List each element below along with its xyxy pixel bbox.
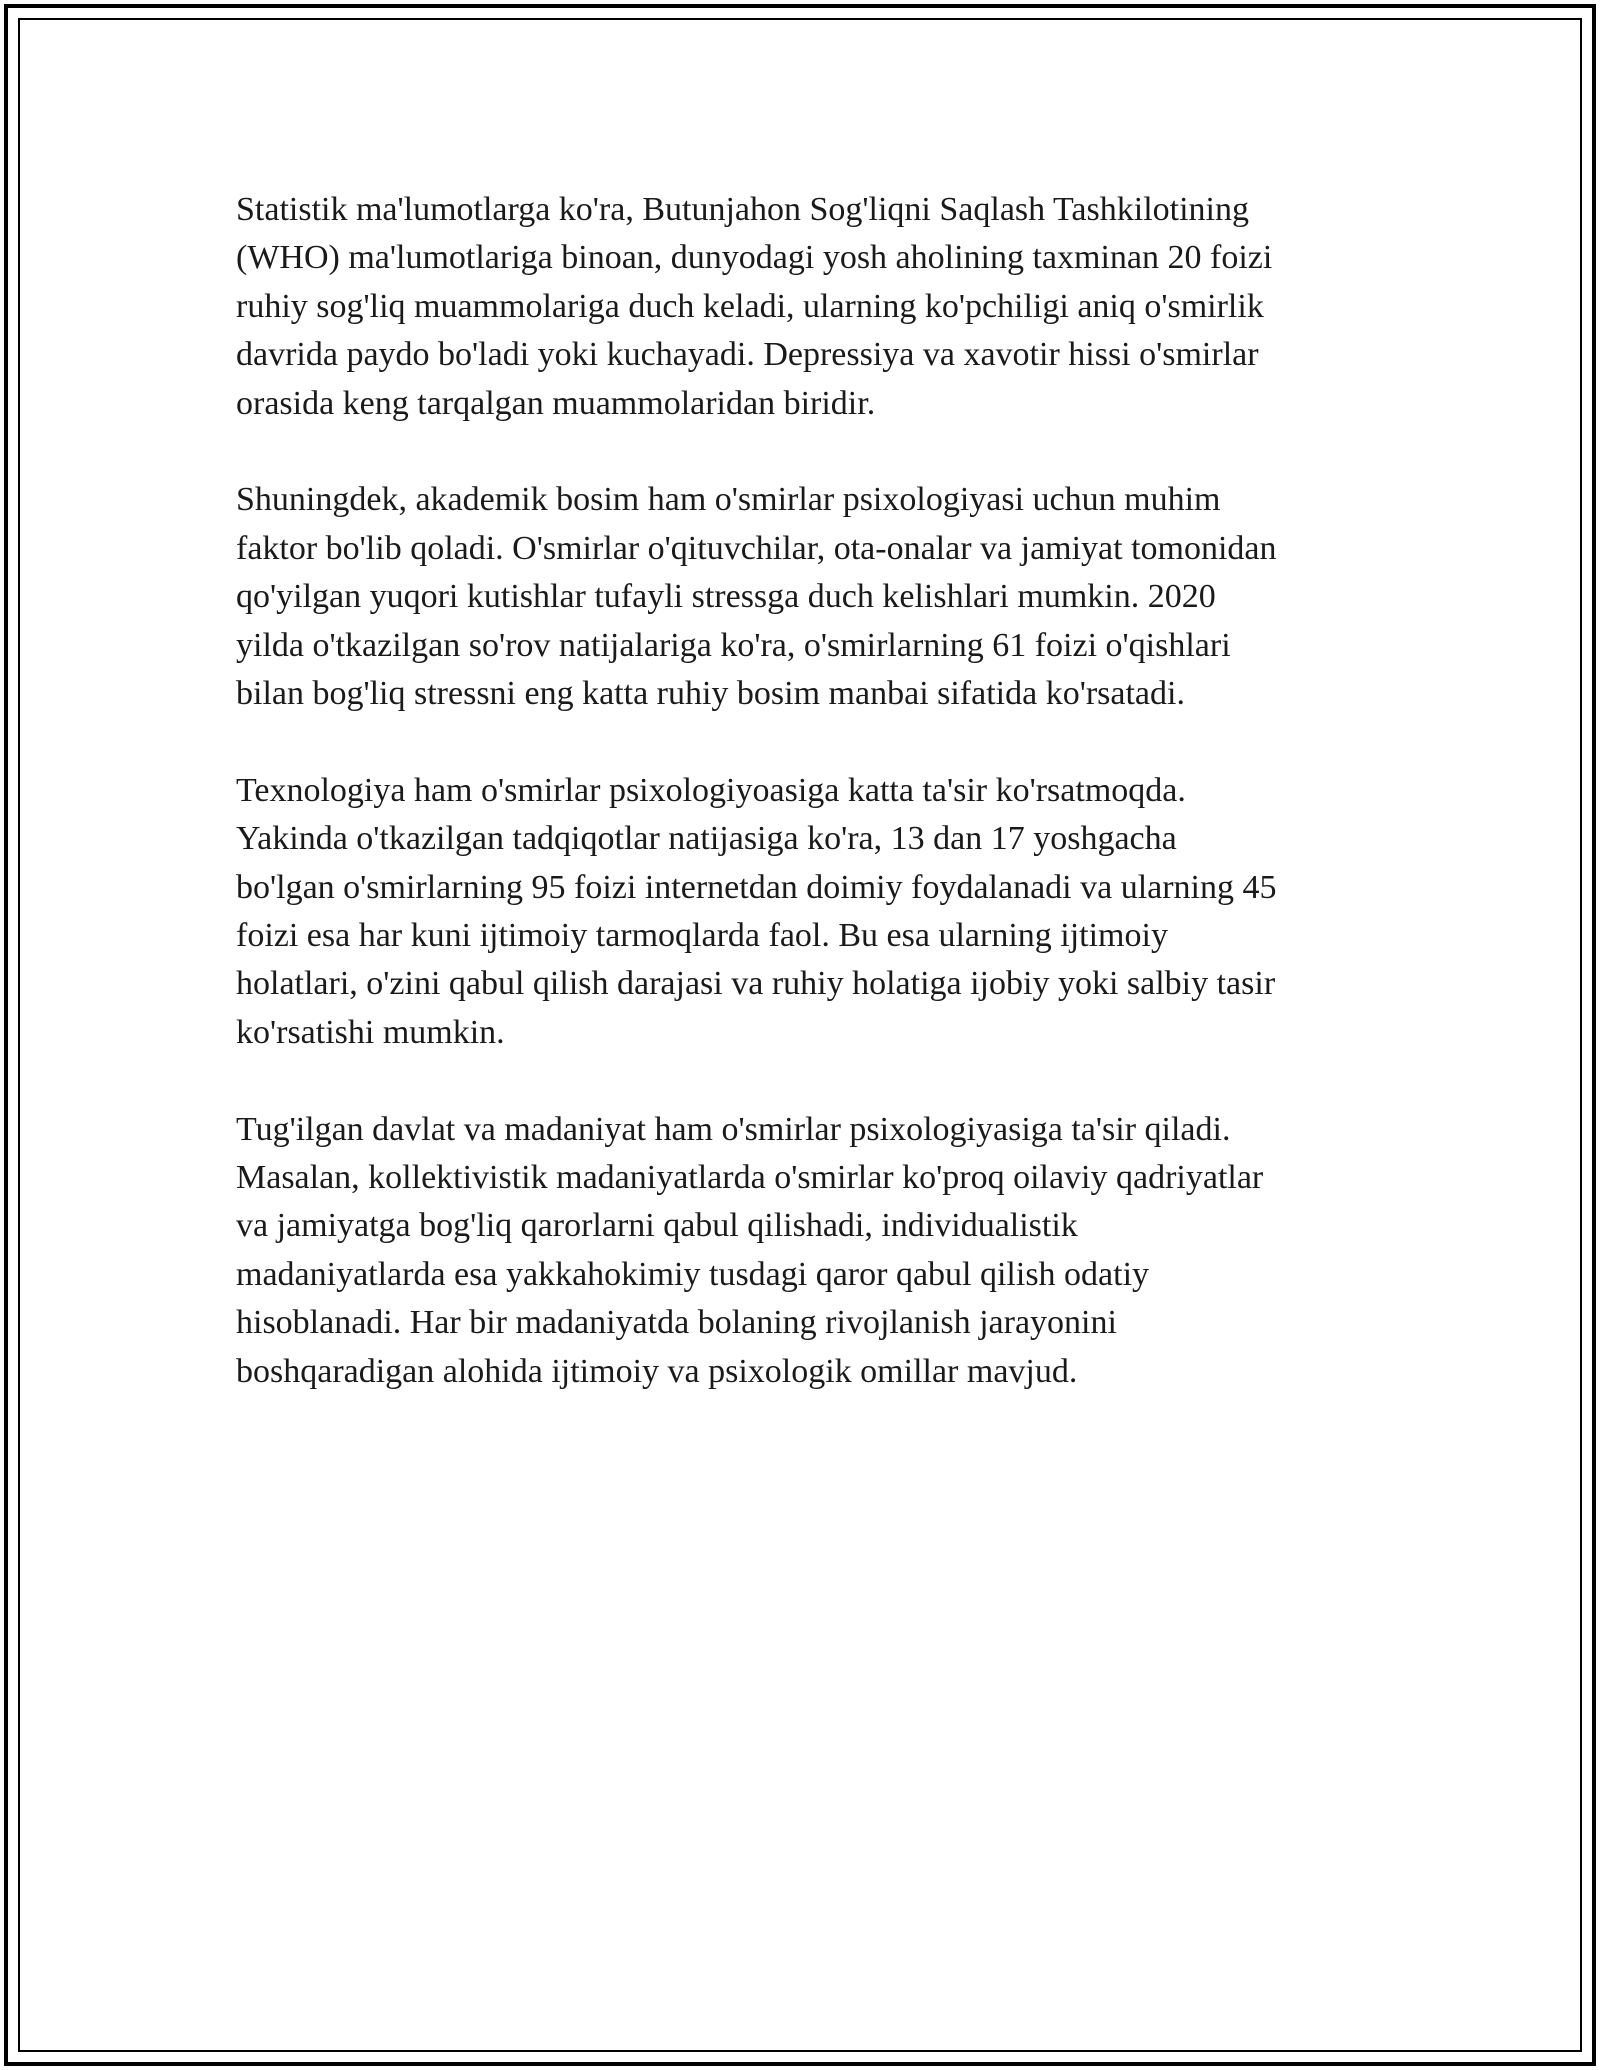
text-line: va jamiyatga bog'liq qarorlarni qabul qilishadi, individualistik: [236, 1207, 1078, 1245]
text-line: ruhiy sog'liq muammolariga duch keladi, ularning ko'pchiligi aniq o'smirlik: [236, 287, 1264, 325]
text-line: orasida keng tarqalgan muammolaridan biridir.: [236, 384, 876, 422]
text-line: davrida paydo bo'ladi yoki kuchayadi. Depressiya va xavotir hissi o'smirlar: [236, 336, 1259, 374]
text-line: holatlari, o'zini qabul qilish darajasi va ruhiy holatiga ijobiy yoki salbiy tasir: [236, 965, 1276, 1003]
text-line: faktor bo'lib qoladi. O'smirlar o'qituvchilar, ota-onalar va jamiyat tomonidan: [236, 529, 1277, 567]
paragraph-3: [236, 767, 1396, 1057]
text-line: (WHO) ma'lumotlariga binoan, dunyodagi yosh aholining taxminan 20 foizi: [236, 239, 1273, 277]
text-line: bilan bog'liq stressni eng katta ruhiy bosim manbai sifatida ko'rsatadi.: [236, 675, 1185, 713]
text-line: madaniyatlarda esa yakkahokimiy tusdagi qaror qabul qilish odatiy: [236, 1255, 1150, 1293]
paragraph-2: [236, 476, 1396, 718]
text-line: Shuningdek, akademik bosim ham o'smirlar psixologiyasi uchun muhim: [236, 481, 1221, 519]
text-line: Statistik ma'lumotlarga ko'ra, Butunjahon Sog'liqni Saqlash Tashkilotining: [236, 191, 1249, 228]
text-line: boshqaradigan alohida ijtimoiy va psixologik omillar mavjud.: [236, 1352, 1078, 1390]
paragraph-4: [236, 1106, 1396, 1396]
text-line: Yakinda o'tkazilgan tadqiqotlar natijasiga ko'ra, 13 dan 17 yoshgacha: [236, 820, 1177, 858]
text-line: Texnologiya ham o'smirlar psixologiyoasiga katta ta'sir ko'rsatmoqda.: [236, 771, 1186, 809]
text-line: bo'lgan o'smirlarning 95 foizi internetdan doimiy foydalanadi va ularning 45: [236, 868, 1277, 906]
text-line: foizi esa har kuni ijtimoiy tarmoqlarda faol. Bu esa ularning ijtimoiy: [236, 917, 1168, 955]
text-line: qo'yilgan yuqori kutishlar tufayli stressga duch kelishlari mumkin. 2020: [236, 578, 1216, 616]
document-body: [236, 186, 1396, 1445]
text-line: yilda o'tkazilgan so'rov natijalariga ko'ra, o'smirlarning 61 foizi o'qishlari: [236, 626, 1231, 664]
text-line: ko'rsatishi mumkin.: [236, 1013, 505, 1051]
text-line: hisoblanadi. Har bir madaniyatda bolaning rivojlanish jarayonini: [236, 1304, 1117, 1342]
text-line: Tug'ilgan davlat va madaniyat ham o'smirlar psixologiyasiga ta'sir qiladi.: [236, 1110, 1231, 1148]
paragraph-1: [236, 186, 1396, 428]
text-line: Masalan, kollektivistik madaniyatlarda o'smirlar ko'proq oilaviy qadriyatlar: [236, 1159, 1264, 1197]
